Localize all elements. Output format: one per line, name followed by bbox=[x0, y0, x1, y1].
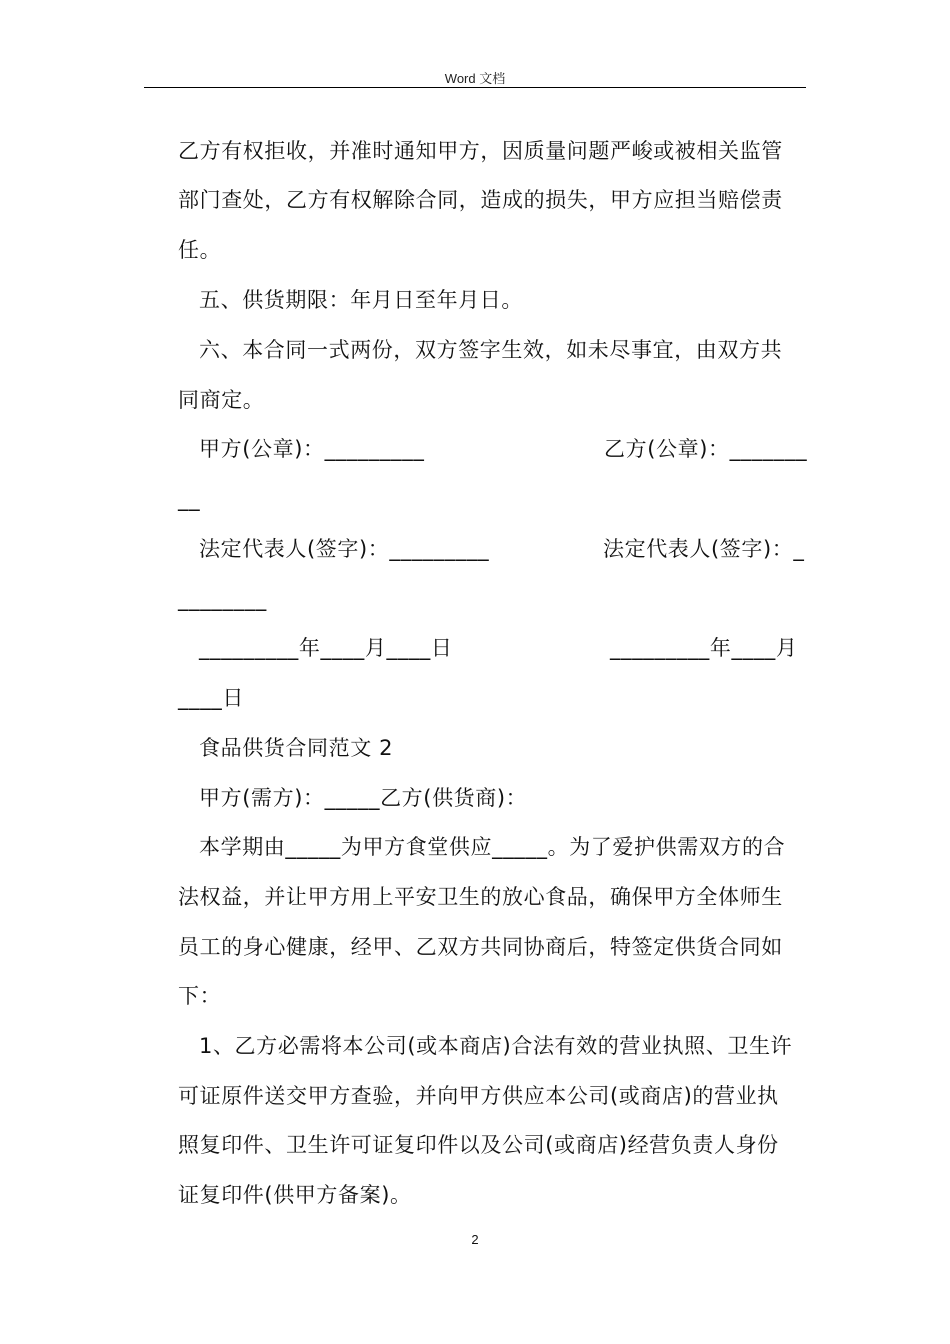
paragraph-line: 本学期由_____为甲方食堂供应_____。为了爱护供需双方的合 bbox=[199, 835, 786, 859]
party-b-representative-line: 法定代表人(签字)：_ bbox=[603, 537, 805, 561]
party-b-seal-line: 乙方(公章)：_______ bbox=[604, 437, 808, 461]
section-title: 食品供货合同范文 2 bbox=[199, 736, 394, 760]
paragraph-line: 证复印件(供甲方备案)。 bbox=[178, 1183, 412, 1207]
party-b-date-line-wrap: ____日 bbox=[178, 686, 244, 710]
party-b-representative-line-wrap: ________ bbox=[178, 587, 267, 611]
party-a-date-line: _________年____月____日 bbox=[199, 636, 453, 660]
party-b-seal-line-wrap: __ bbox=[178, 487, 201, 511]
party-a-seal-line: 甲方(公章)：_________ bbox=[199, 437, 425, 461]
paragraph-line: 乙方有权拒收，并准时通知甲方，因质量问题严峻或被相关监管 bbox=[178, 139, 783, 163]
party-a-representative-line: 法定代表人(签字)：_________ bbox=[199, 537, 490, 561]
party-b-date-line: _________年____月 bbox=[610, 636, 798, 660]
paragraph-line: 可证原件送交甲方查验，并向甲方供应本公司(或商店)的营业执 bbox=[178, 1084, 779, 1108]
parties-line: 甲方(需方)：_____乙方(供货商)： bbox=[199, 786, 528, 810]
supply-period-clause: 五、供货期限：年月日至年月日。 bbox=[199, 288, 523, 312]
paragraph-line: 任。 bbox=[178, 238, 222, 262]
paragraph-line: 1、乙方必需将本公司(或本商店)合法有效的营业执照、卫生许 bbox=[199, 1034, 793, 1058]
paragraph-line: 照复印件、卫生许可证复印件以及公司(或商店)经营负责人身份 bbox=[178, 1133, 779, 1157]
paragraph-line: 下： bbox=[178, 984, 222, 1008]
header-divider bbox=[144, 87, 806, 88]
paragraph-line: 部门查处，乙方有权解除合同，造成的损失，甲方应担当赔偿责 bbox=[178, 188, 783, 212]
page-number: 2 bbox=[471, 1232, 479, 1247]
paragraph-line: 六、本合同一式两份，双方签字生效，如未尽事宜，由双方共 bbox=[199, 338, 783, 362]
paragraph-line: 员工的身心健康，经甲、乙双方共同协商后，特签定供货合同如 bbox=[178, 935, 783, 959]
paragraph-line: 法权益，并让甲方用上平安卫生的放心食品，确保甲方全体师生 bbox=[178, 885, 783, 909]
paragraph-line: 同商定。 bbox=[178, 388, 265, 412]
header-title: Word 文档 bbox=[444, 71, 506, 86]
